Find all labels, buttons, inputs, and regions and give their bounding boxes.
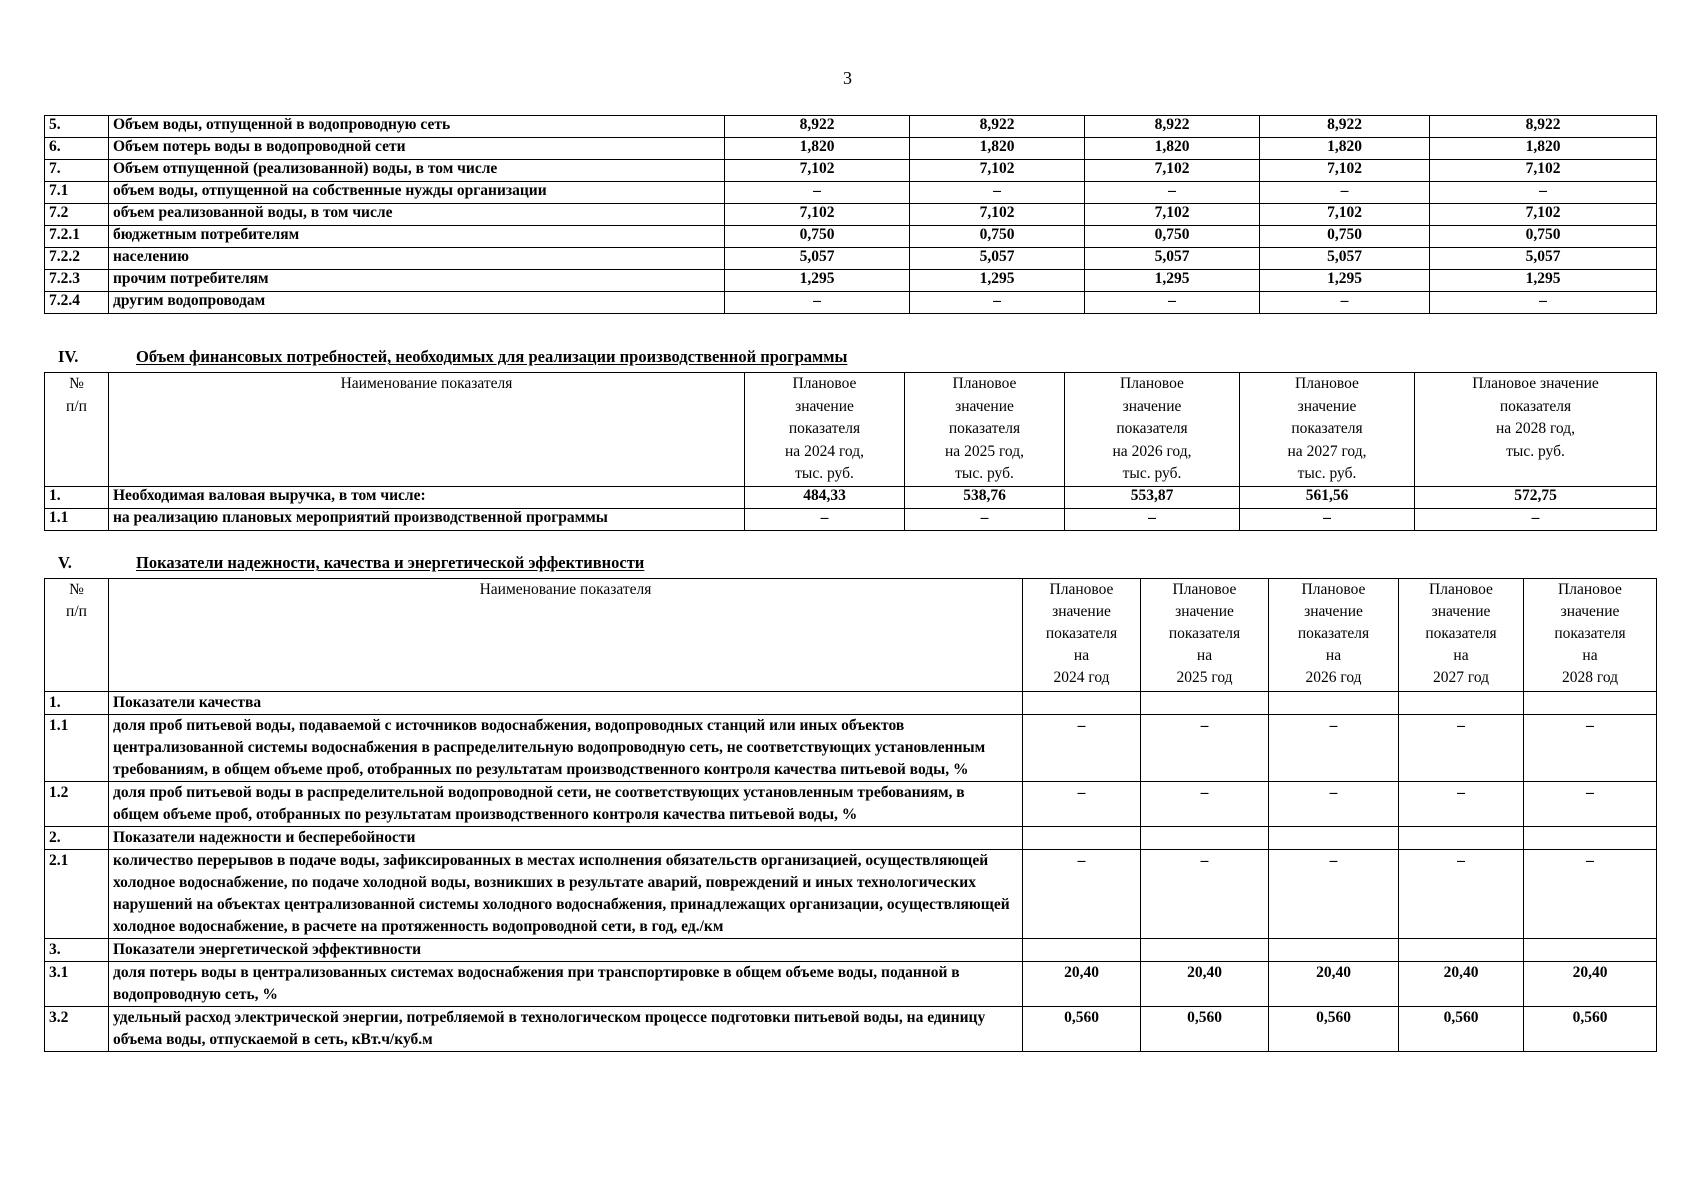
row-number: 2.1 [45, 850, 109, 939]
row-value: 7,102 [1430, 204, 1657, 226]
row-value: – [910, 292, 1085, 314]
header-year: Плановое значение показателя на 2024 год, тыс. руб. [745, 373, 905, 487]
table-row [45, 508, 1657, 530]
row-value: – [1269, 850, 1399, 939]
row-number: 1.1 [45, 508, 109, 530]
row-value: 1,820 [910, 138, 1085, 160]
row-value: 0,750 [1430, 226, 1657, 248]
row-value: 553,87 [1065, 486, 1240, 508]
row-name: Объем потерь воды в водопроводной сети [109, 138, 725, 160]
row-value: 572,75 [1415, 486, 1657, 508]
header-year: Плановое значение показателя на 2027 год [1399, 579, 1524, 692]
table-header-row [45, 579, 1657, 692]
table-row [45, 939, 1657, 962]
section-4-title [58, 347, 847, 367]
row-value: – [1085, 292, 1260, 314]
row-name: Показатели энергетической эффективности [109, 939, 1023, 962]
row-value: 7,102 [725, 160, 910, 182]
section-4-number: IV. [58, 347, 79, 366]
row-value: – [1260, 182, 1430, 204]
table-row [45, 827, 1657, 850]
row-name: другим водопроводам [109, 292, 725, 314]
row-name: объем реализованной воды, в том числе [109, 204, 725, 226]
row-number: 7.2 [45, 204, 109, 226]
row-value: 1,820 [1430, 138, 1657, 160]
header-year: Плановое значение показателя на 2026 год [1269, 579, 1399, 692]
financial-needs-table [44, 372, 1657, 531]
table-row [45, 850, 1657, 939]
row-number: 2. [45, 827, 109, 850]
row-value: 0,750 [910, 226, 1085, 248]
row-value: – [725, 182, 910, 204]
row-value: – [1023, 715, 1141, 782]
row-name: доля потерь воды в централизованных системах водоснабжения при транспортировке в общем объеме воды, поданной в водопроводную сеть, % [109, 962, 1023, 1007]
row-name: Показатели надежности и бесперебойности [109, 827, 1023, 850]
row-number: 3.1 [45, 962, 109, 1007]
row-value: – [910, 182, 1085, 204]
row-value: 1,295 [725, 270, 910, 292]
row-number: 7.1 [45, 182, 109, 204]
row-name: доля проб питьевой воды, подаваемой с источников водоснабжения, водопроводных станций или иных объектов централизованной системы водоснабжения в распределительную водопроводную сеть, не соответствующих установленным требованиям, в общем объеме проб, отобранных по результатам производственного контроля качества питьевой воды, % [109, 715, 1023, 782]
table-row [45, 204, 1657, 226]
row-value: – [1524, 715, 1657, 782]
row-value: – [1415, 508, 1657, 530]
row-number: 7.2.4 [45, 292, 109, 314]
row-number: 1.1 [45, 715, 109, 782]
table-row [45, 782, 1657, 827]
header-year: Плановое значение показателя на 2024 год [1023, 579, 1141, 692]
section-5-number: V. [58, 553, 72, 572]
row-number: 1.2 [45, 782, 109, 827]
row-value: – [1023, 850, 1141, 939]
row-value: 8,922 [1260, 116, 1430, 138]
table-row [45, 270, 1657, 292]
row-value: 1,820 [1260, 138, 1430, 160]
row-value [1269, 827, 1399, 850]
row-value: 0,750 [725, 226, 910, 248]
row-value: 561,56 [1240, 486, 1415, 508]
row-value [1269, 692, 1399, 715]
table-row [45, 715, 1657, 782]
row-value [1524, 939, 1657, 962]
row-value: – [1141, 715, 1269, 782]
row-number: 5. [45, 116, 109, 138]
row-value: 5,057 [725, 248, 910, 270]
row-value: – [1065, 508, 1240, 530]
row-value: 1,295 [1085, 270, 1260, 292]
row-number: 3.2 [45, 1007, 109, 1052]
row-value: – [725, 292, 910, 314]
row-value: 20,40 [1399, 962, 1524, 1007]
row-value: 20,40 [1269, 962, 1399, 1007]
row-value: 7,102 [1085, 160, 1260, 182]
row-number: 7.2.1 [45, 226, 109, 248]
row-value [1399, 939, 1524, 962]
row-value: 7,102 [1430, 160, 1657, 182]
row-value [1023, 692, 1141, 715]
row-name: прочим потребителям [109, 270, 725, 292]
header-year: Плановое значение показателя на 2028 год, тыс. руб. [1415, 373, 1657, 487]
reliability-indicators-table [44, 578, 1657, 1052]
row-value [1141, 939, 1269, 962]
row-name: Показатели качества [109, 692, 1023, 715]
row-number: 1. [45, 692, 109, 715]
row-value: – [1269, 782, 1399, 827]
row-value: 8,922 [725, 116, 910, 138]
row-value [1023, 939, 1141, 962]
row-value: 0,750 [1260, 226, 1430, 248]
row-value [1141, 827, 1269, 850]
row-value: 7,102 [1260, 160, 1430, 182]
row-value [1023, 827, 1141, 850]
row-value: 20,40 [1141, 962, 1269, 1007]
row-value [1524, 692, 1657, 715]
header-year: Плановое значение показателя на 2028 год [1524, 579, 1657, 692]
row-value: 7,102 [725, 204, 910, 226]
row-value: 7,102 [910, 160, 1085, 182]
row-number: 1. [45, 486, 109, 508]
row-value: 8,922 [910, 116, 1085, 138]
row-value: – [1524, 850, 1657, 939]
row-value: – [1141, 850, 1269, 939]
row-value: – [1430, 292, 1657, 314]
row-value: – [1399, 850, 1524, 939]
row-value: 0,560 [1524, 1007, 1657, 1052]
row-name: объем воды, отпущенной на собственные нужды организации [109, 182, 725, 204]
row-name: населению [109, 248, 725, 270]
row-value: 0,750 [1085, 226, 1260, 248]
row-value: – [905, 508, 1065, 530]
row-value: 0,560 [1141, 1007, 1269, 1052]
section-5-text: Показатели надежности, качества и энергетической эффективности [136, 553, 645, 572]
table-row [45, 182, 1657, 204]
row-value: – [1023, 782, 1141, 827]
row-name: Необходимая валовая выручка, в том числе: [109, 486, 745, 508]
row-value: – [1260, 292, 1430, 314]
row-value [1269, 939, 1399, 962]
row-value: 1,295 [910, 270, 1085, 292]
table-row [45, 116, 1657, 138]
table-row [45, 138, 1657, 160]
table-row [45, 226, 1657, 248]
row-name: удельный расход электрической энергии, потребляемой в технологическом процессе подготовки питьевой воды, на единицу объема воды, отпускаемой в сеть, кВт.ч/куб.м [109, 1007, 1023, 1052]
row-name: доля проб питьевой воды в распределительной водопроводной сети, не соответствующих установленным требованиям, в общем объеме проб, отобранных по результатам производственного контроля качества питьевой воды, % [109, 782, 1023, 827]
row-value: 1,820 [725, 138, 910, 160]
row-value: 484,33 [745, 486, 905, 508]
row-value [1524, 827, 1657, 850]
row-value: 8,922 [1085, 116, 1260, 138]
row-value [1399, 827, 1524, 850]
section-5-title [58, 553, 644, 573]
row-value: 7,102 [910, 204, 1085, 226]
row-value: 20,40 [1524, 962, 1657, 1007]
row-value: – [1399, 715, 1524, 782]
table-row [45, 248, 1657, 270]
row-name: Объем воды, отпущенной в водопроводную сеть [109, 116, 725, 138]
row-name: на реализацию плановых мероприятий производственной программы [109, 508, 745, 530]
header-number: № п/п [45, 373, 109, 487]
row-value: – [745, 508, 905, 530]
table-row [45, 692, 1657, 715]
row-value: 538,76 [905, 486, 1065, 508]
row-value: – [1524, 782, 1657, 827]
row-value: 8,922 [1430, 116, 1657, 138]
row-number: 7.2.3 [45, 270, 109, 292]
header-year: Плановое значение показателя на 2025 год, тыс. руб. [905, 373, 1065, 487]
row-value: 1,295 [1260, 270, 1430, 292]
row-value: – [1399, 782, 1524, 827]
section-4-text: Объем финансовых потребностей, необходимых для реализации производственной программы [136, 347, 848, 366]
row-number: 7.2.2 [45, 248, 109, 270]
table-row [45, 486, 1657, 508]
table-row [45, 292, 1657, 314]
row-value: 0,560 [1399, 1007, 1524, 1052]
row-number: 7. [45, 160, 109, 182]
header-year: Плановое значение показателя на 2025 год [1141, 579, 1269, 692]
header-name: Наименование показателя [109, 579, 1023, 692]
row-value: 1,295 [1430, 270, 1657, 292]
row-value: – [1240, 508, 1415, 530]
row-value: 5,057 [910, 248, 1085, 270]
row-number: 3. [45, 939, 109, 962]
row-name: Объем отпущенной (реализованной) воды, в том числе [109, 160, 725, 182]
header-year: Плановое значение показателя на 2027 год, тыс. руб. [1240, 373, 1415, 487]
header-number: № п/п [45, 579, 109, 692]
row-name: бюджетным потребителям [109, 226, 725, 248]
row-value [1141, 692, 1269, 715]
row-name: количество перерывов в подаче воды, зафиксированных в местах исполнения обязательств организацией, осуществляющей холодное водоснабжение, по подаче холодной воды, возникших в результате аварий, повреждений и иных технологических нарушений на объектах централизованной системы холодного водоснабжения, принадлежащих организации, осуществляющей холодное водоснабжение, в расчете на протяженность водопроводной сети, в год, ед./км [109, 850, 1023, 939]
row-value: 7,102 [1085, 204, 1260, 226]
header-name: Наименование показателя [109, 373, 745, 487]
row-value: – [1269, 715, 1399, 782]
water-volume-table [44, 115, 1657, 314]
row-value: 20,40 [1023, 962, 1141, 1007]
row-value [1399, 692, 1524, 715]
row-value: 7,102 [1260, 204, 1430, 226]
page-number: 3 [843, 68, 852, 88]
row-value: 5,057 [1430, 248, 1657, 270]
header-year: Плановое значение показателя на 2026 год, тыс. руб. [1065, 373, 1240, 487]
row-value: – [1430, 182, 1657, 204]
row-value: 0,560 [1023, 1007, 1141, 1052]
row-value: 5,057 [1085, 248, 1260, 270]
row-value: 5,057 [1260, 248, 1430, 270]
table-row [45, 160, 1657, 182]
table-header-row [45, 373, 1657, 487]
row-value: 0,560 [1269, 1007, 1399, 1052]
table-row [45, 1007, 1657, 1052]
row-value: 1,820 [1085, 138, 1260, 160]
table-row [45, 962, 1657, 1007]
row-value: – [1141, 782, 1269, 827]
row-value: – [1085, 182, 1260, 204]
row-number: 6. [45, 138, 109, 160]
